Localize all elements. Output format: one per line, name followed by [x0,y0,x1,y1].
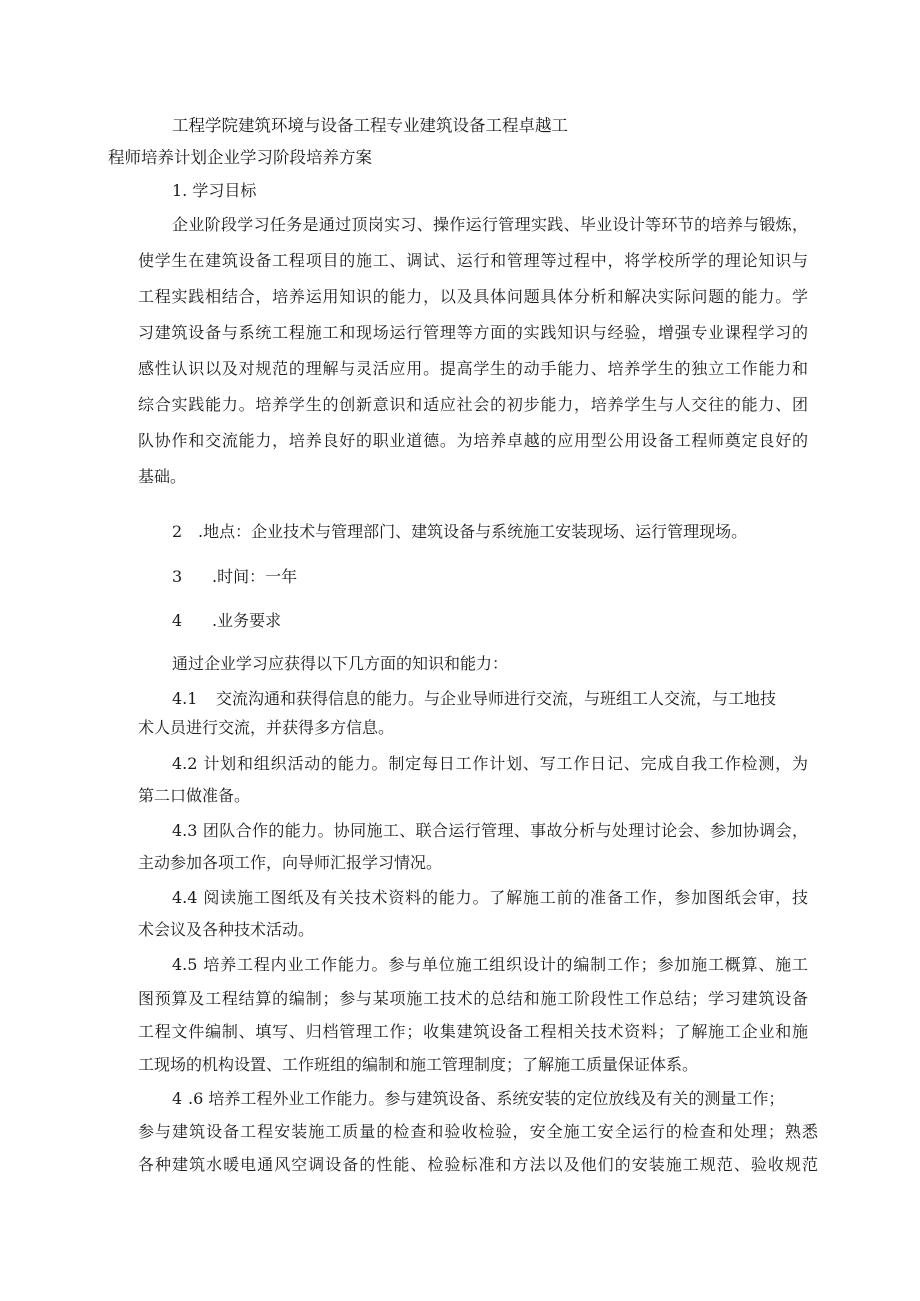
section-2-number: 2 [172,522,183,541]
item-4-4-line-2: 术会议及各种技术活动。 [138,920,315,939]
section-1-line-8: 基础。 [138,467,187,486]
item-4-1-number: 4.1 [172,689,198,708]
section-1-line-5: 感性认识以及对规范的理解与灵活应用。提高学生的动手能力、培养学生的独立工作能力和 [138,359,808,378]
section-3-text: .时间：一年 [212,567,298,586]
section-1-line-2: 使学生在建筑设备工程项目的施工、调试、运行和管理等过程中，将学校所学的理论知识与 [138,251,808,270]
section-1-line-6: 综合实践能力。培养学生的创新意识和适应社会的初步能力，培养学生与人交往的能力、团 [138,395,808,414]
item-4-5-line-1: 4.5 培养工程内业工作能力。参与单位施工组织设计的编制工作；参加施工概算、施工 [172,955,808,974]
section-4-intro: 通过企业学习应获得以下几方面的知识和能力： [172,654,509,673]
section-4-text: .业务要求 [212,611,282,630]
item-4-5-line-3: 工程文件编制、填写、归档管理工作；收集建筑设备工程相关技术资料；了解施工企业和施 [138,1022,808,1041]
section-2-text: .地点：企业技术与管理部门、建筑设备与系统施工安装现场、运行管理现场。 [198,522,748,541]
section-1-line-4: 习建筑设备与系统工程施工和现场运行管理等方面的实践知识与经验，增强专业课程学习的 [138,323,808,342]
document-title-line-1: 工程学院建筑环境与设备工程专业建筑设备工程卓越工 [172,116,568,135]
item-4-1-text: 交流沟通和获得信息的能力。与企业导师进行交流，与班组工人交流，与工地技 [216,689,777,708]
section-3-paragraph [172,567,297,587]
section-2-paragraph [172,522,747,542]
section-4-paragraph [172,611,281,631]
item-4-4-line-1: 4.4 阅读施工图纸及有关技术资料的能力。了解施工前的准备工作，参加图纸会审，技 [172,888,808,907]
section-1-heading: 1. 学习目标 [172,181,257,200]
item-4-6-line-1 [172,1089,784,1109]
item-4-1-line-1 [172,689,808,709]
item-4-5-line-2: 图预算及工程结算的编制；参与某项施工技术的总结和施工阶段性工作总结；学习建筑设备 [138,989,808,1008]
item-4-1-line-2: 术人员进行交流，并获得多方信息。 [138,718,395,737]
section-1-line-3: 工程实践相结合，培养运用知识的能力，以及具体问题具体分析和解决实际问题的能力。学 [138,287,808,306]
item-4-3-line-1: 4.3 团队合作的能力。协同施工、联合运行管理、事故分析与处理讨论会、参加协调会， [172,821,808,840]
item-4-2-line-2: 第二口做准备。 [138,786,251,805]
section-3-number: 3 [172,567,183,586]
item-4-5-line-4: 工现场的机构设置、工作班组的编制和施工管理制度；了解施工质量保证体系。 [138,1055,699,1074]
item-4-2-line-1: 4.2 计划和组织活动的能力。制定每日工作计划、写工作日记、完成自我工作检测，为 [172,754,808,773]
item-4-6-line-3: 各种建筑水暖电通风空调设备的性能、检验标准和方法以及他们的安装施工规范、验收规范 [138,1155,818,1174]
item-4-3-line-2: 主动参加各项工作，向导师汇报学习情况。 [138,853,443,872]
section-1-line-7: 队协作和交流能力，培养良好的职业道德。为培养卓越的应用型公用设备工程师奠定良好的 [138,431,808,450]
section-4-number: 4 [172,611,183,630]
document-title-line-2: 程师培养计划企业学习阶段培养方案 [108,148,372,167]
item-4-6-text: .6 培养工程外业工作能力。参与建筑设备、系统安装的定位放线及有关的测量工作； [188,1089,785,1108]
item-4-6-number: 4 [172,1089,183,1108]
item-4-6-line-2: 参与建筑设备工程安装施工质量的检查和验收检验，安全施工安全运行的检查和处理；熟悉 [138,1122,818,1141]
section-1-line-1: 企业阶段学习任务是通过顶岗实习、操作运行管理实践、毕业设计等环节的培养与锻炼， [172,215,808,234]
